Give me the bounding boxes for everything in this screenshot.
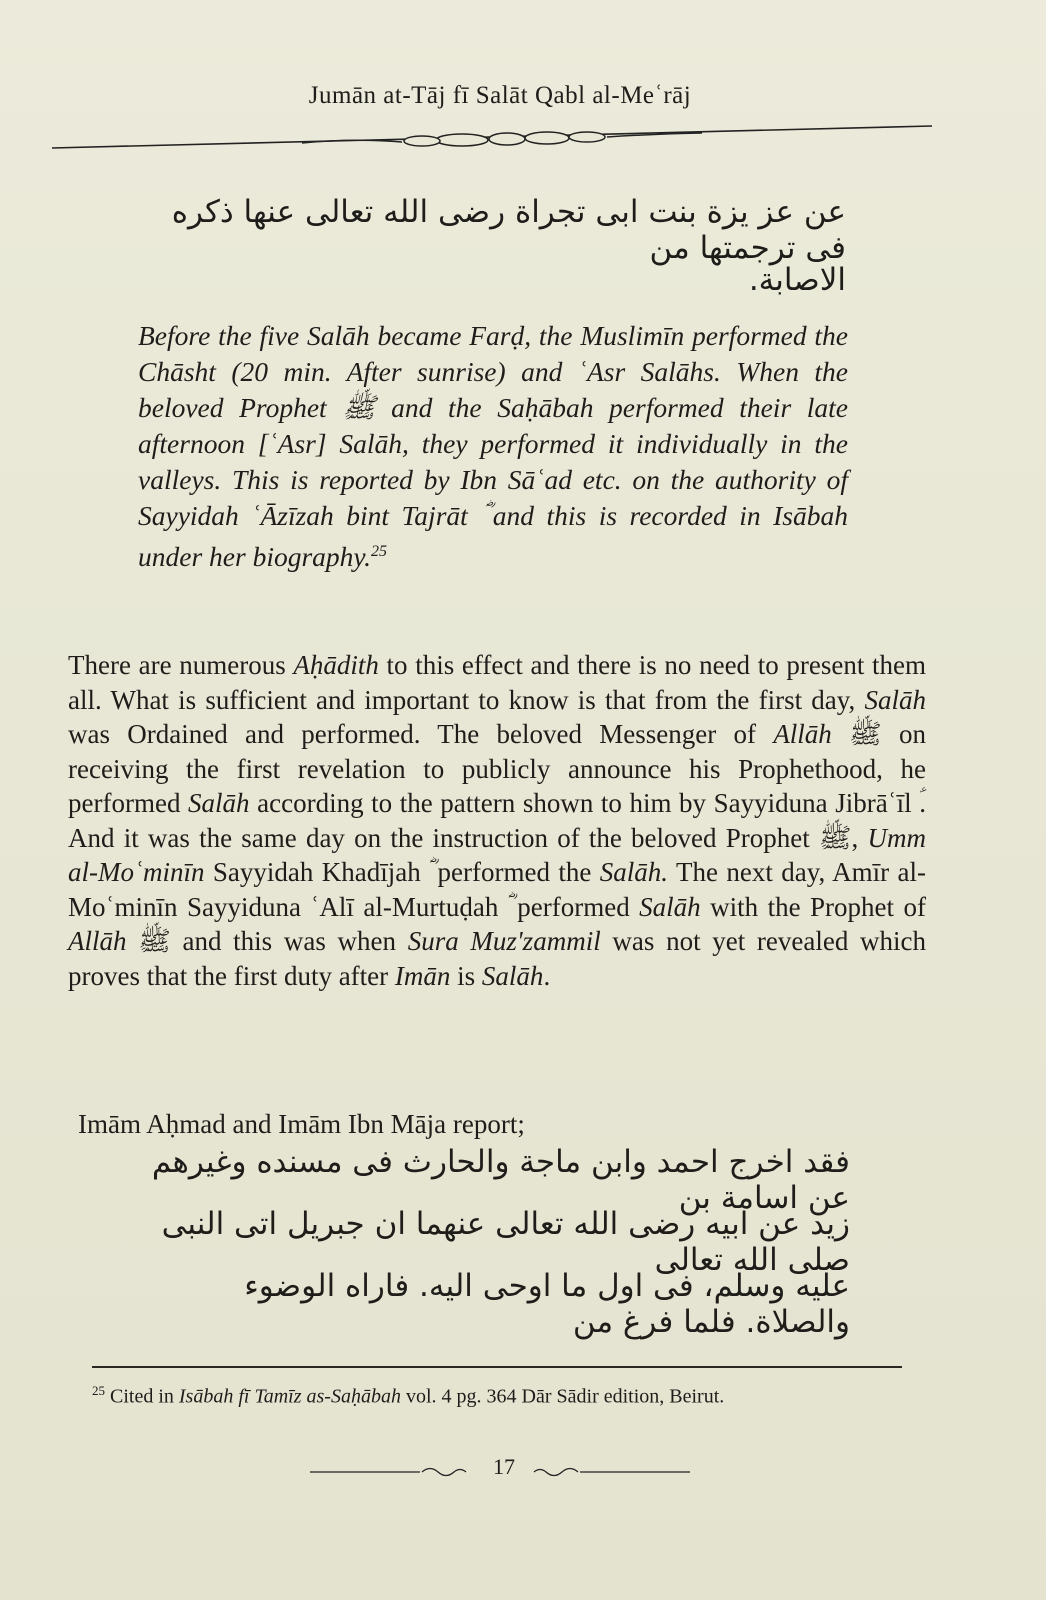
italic-term: Salāh xyxy=(481,960,544,991)
footnote-rule xyxy=(92,1366,902,1368)
italic-term: Imān xyxy=(394,960,451,991)
text-run: to this effect and there is no need to present them all. What is sufficient and important to know is that from the first day, xyxy=(68,650,926,715)
text-run: ﷺ and this was when xyxy=(126,926,408,956)
italic-term: Salāh xyxy=(639,891,701,922)
text-run: There are numerous xyxy=(68,650,294,680)
text-run: The next day, Amīr al-Moʿminīn Sayyiduna ʿAlī al-Murtuḍah ؓ performed xyxy=(68,857,926,922)
arabic-line: فقد اخرج احمد وابن ماجة والحارث فى مسنده وغيرهم عن اسامة بن xyxy=(151,1144,850,1216)
italic-term: Allāh xyxy=(773,719,832,749)
arabic-line: الاصابة. xyxy=(748,262,846,298)
footnote xyxy=(92,1378,922,1410)
text-run: . xyxy=(543,960,551,991)
ornamental-head-rule xyxy=(52,118,932,154)
page-number: 17 xyxy=(493,1454,515,1479)
translation-quote xyxy=(138,318,848,575)
body-paragraph xyxy=(68,648,926,993)
quote-text: Before the five Salāh became Farḍ, the Muslimīn performed the Chāsht (20 min. After sunrise) and ʿAsr Salāhs. When the beloved Prophet ﷺ and the Saḥābah performed their late afternoon [ʿAsr] Salāh, they performed it individually in the valleys. This is reported by Ibn Sāʿad etc. on the authority of Sayyidah ʿĀzīzah bint Tajrāt ؓ and this is recorded in Isābah under her biography. xyxy=(138,320,848,573)
arabic-line: زيد عن ابيه رضى الله تعالى عنهما ان جبريل اتى النبى صلى الله تعالى xyxy=(161,1206,850,1278)
text-run: ﷺ on receiving the first revelation to publicly announce his Prophethood, he performed xyxy=(68,719,927,818)
arabic-line: عن عز يزة بنت ابى تجراة رضى الله تعالى عنها ذكره فى ترجمتها من xyxy=(171,194,846,266)
text-run: was Ordained and performed. The beloved Messenger of xyxy=(68,719,774,749)
arabic-line: عليه وسلم، فى اول ما اوحى اليه. فاراه الوضوء والصلاة. فلما فرغ من xyxy=(244,1268,850,1340)
running-head: Jumān at-Tāj fī Salāt Qabl al-Meʿrāj xyxy=(308,82,692,109)
italic-term: Isābah fī Tamīz as-Saḥābah xyxy=(178,1385,401,1408)
text-run: Sayyidah Khadījah ؓ performed the xyxy=(204,857,600,887)
italic-term: Salāh xyxy=(188,788,250,818)
text-run: Cited in xyxy=(105,1385,179,1408)
italic-term: Salāh xyxy=(864,684,926,715)
italic-term: Umm al-Moʿminīn xyxy=(68,822,926,887)
text-run: with the Prophet of xyxy=(700,891,926,922)
text-run: was not yet revealed which proves that the first duty after xyxy=(68,926,927,991)
footnote-ref: 25 xyxy=(370,543,387,560)
footnote-number: 25 xyxy=(92,1383,105,1398)
text-run: is xyxy=(450,960,482,991)
text-run: according to the pattern shown to him by Sayyiduna Jibrāʿīl ؑ. And it was the same day on the instruction of the beloved Prophet ﷺ, xyxy=(68,788,926,853)
italic-term: Sura Muz'zammil xyxy=(407,926,601,956)
italic-term: Allāh xyxy=(68,926,127,956)
text-run: vol. 4 pg. 364 Dār Sādir edition, Beirut. xyxy=(400,1385,725,1408)
italic-term: Aḥādith xyxy=(293,650,379,680)
lead-in-line: Imām Aḥmad and Imām Ibn Māja report; xyxy=(78,1109,525,1139)
italic-term: Salāh. xyxy=(599,857,669,887)
